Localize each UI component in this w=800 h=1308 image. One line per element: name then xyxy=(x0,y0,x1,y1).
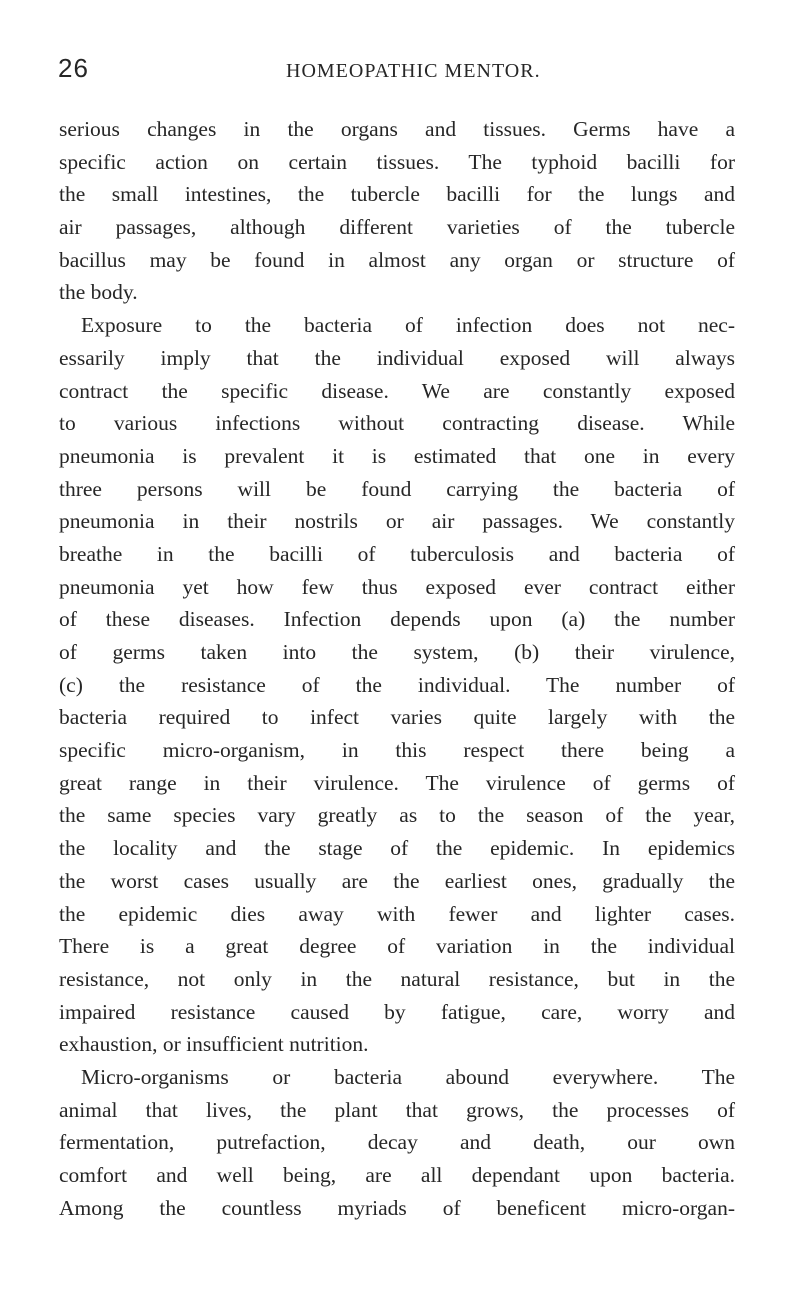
text-line: (c) the resistance of the individual. The number of xyxy=(59,672,735,697)
text-line: There is a great degree of variation in the individual xyxy=(59,934,735,959)
text-line: air passages, although different varieties of the tubercle xyxy=(59,215,735,240)
text-line: bacteria required to infect varies quite largely with the xyxy=(59,705,735,730)
text-line: Micro-organisms or bacteria abound everywhere. The xyxy=(81,1064,735,1089)
text-line: essarily imply that the individual exposed will always xyxy=(59,345,735,370)
text-line: serious changes in the organs and tissues. Germs have a xyxy=(59,117,735,141)
text-line: the worst cases usually are the earliest ones, gradually the xyxy=(59,868,735,893)
text-line: animal that lives, the plant that grows, the processes of xyxy=(59,1097,735,1122)
text-line: specific action on certain tissues. The typhoid bacilli for xyxy=(59,149,735,174)
body-text xyxy=(59,113,735,1224)
running-title: HOMEOPATHIC MENTOR. xyxy=(286,60,541,82)
text-line: to various infections without contracting disease. While xyxy=(59,411,735,436)
text-line: breathe in the bacilli of tuberculosis and bacteria of xyxy=(59,541,735,566)
text-line: bacillus may be found in almost any organ or structure of xyxy=(59,247,735,272)
text-line: exhaustion, or insufficient nutrition. xyxy=(59,1032,369,1057)
text-line: resistance, not only in the natural resistance, but in the xyxy=(59,966,735,991)
text-line: Exposure to the bacteria of infection does not nec- xyxy=(81,313,735,338)
text-line: Among the countless myriads of beneficent micro-organ- xyxy=(59,1195,735,1220)
text-line: pneumonia in their nostrils or air passages. We constantly xyxy=(59,509,735,534)
text-line: specific micro-organism, in this respect there being a xyxy=(59,738,735,763)
text-line: the locality and the stage of the epidemic. In epidemics xyxy=(59,836,735,861)
text-line: the same species vary greatly as to the season of the year, xyxy=(59,803,735,828)
text-line: the epidemic dies away with fewer and lighter cases. xyxy=(59,901,735,926)
text-line: pneumonia is prevalent it is estimated that one in every xyxy=(59,443,735,468)
text-line: fermentation, putrefaction, decay and death, our own xyxy=(59,1130,735,1155)
text-line: comfort and well being, are all dependant upon bacteria. xyxy=(59,1163,735,1187)
text-line: of these diseases. Infection depends upon (a) the number xyxy=(59,607,735,632)
text-line: the small intestines, the tubercle bacilli for the lungs and xyxy=(59,182,735,207)
text-line: contract the specific disease. We are constantly exposed xyxy=(59,378,735,403)
text-line: of germs taken into the system, (b) their virulence, xyxy=(59,640,735,664)
text-line: the body. xyxy=(59,280,138,305)
text-line: three persons will be found carrying the bacteria of xyxy=(59,476,735,501)
text-line: great range in their virulence. The virulence of germs of xyxy=(59,770,735,795)
text-line: pneumonia yet how few thus exposed ever contract either xyxy=(59,574,735,599)
text-line: impaired resistance caused by fatigue, care, worry and xyxy=(59,999,735,1024)
page-number: 26 xyxy=(58,53,89,83)
